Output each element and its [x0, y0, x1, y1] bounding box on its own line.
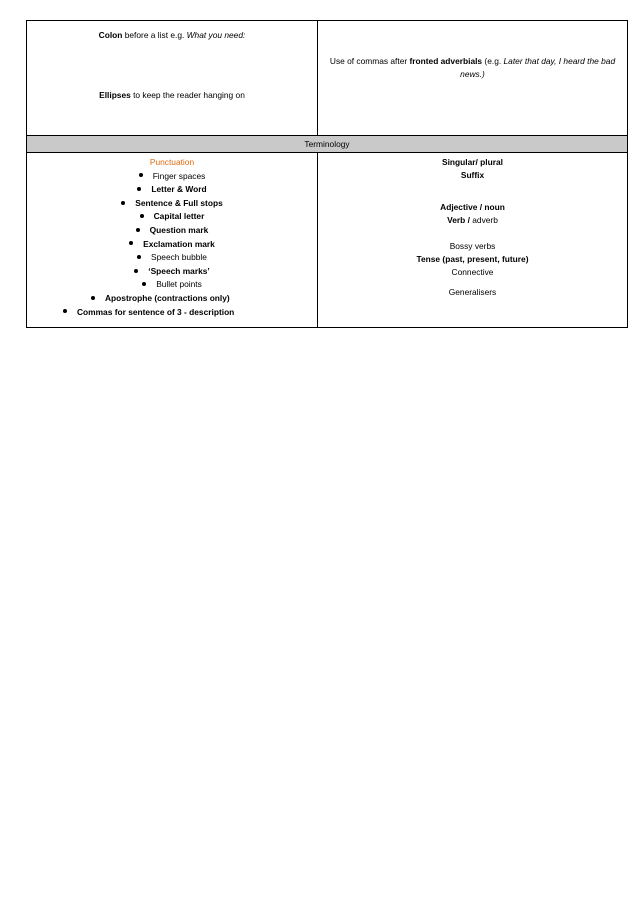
bullet-icon — [129, 241, 133, 245]
list-item-text: Exclamation mark — [143, 238, 215, 249]
bullet-icon — [140, 214, 144, 218]
cell-fronted-adverbials — [318, 21, 628, 136]
cell-colon-ellipses — [27, 21, 318, 136]
row-terminology — [27, 153, 628, 328]
ellipses-term: Ellipses — [99, 90, 131, 100]
list-item — [27, 224, 317, 238]
bullet-icon — [137, 187, 141, 191]
ellipses-line — [27, 90, 317, 100]
row-terminology-heading — [27, 136, 628, 153]
list-item-text: Commas for sentence of 3 - description — [77, 306, 235, 317]
commas-example: Later that day, I heard the bad news.) — [460, 56, 616, 79]
ellipses-desc: to keep the reader hanging on — [130, 90, 245, 100]
fronted-adverbials-term: fronted adverbials — [409, 56, 483, 66]
list-item — [27, 197, 317, 211]
cell-punctuation — [27, 153, 318, 328]
generalisers-term: Generalisers — [448, 287, 497, 298]
bullet-icon — [91, 296, 95, 300]
suffix-term: Suffix — [460, 169, 485, 180]
bullet-icon — [121, 201, 125, 205]
bullet-icon — [137, 255, 141, 259]
list-item-text: Capital letter — [153, 211, 205, 222]
colon-desc: before a list e.g. — [122, 30, 187, 40]
adjective-noun-term: Adjective / noun — [440, 202, 505, 213]
list-item — [27, 292, 317, 306]
list-item-text: Apostrophe (contractions only) — [105, 292, 230, 303]
bullet-icon — [63, 309, 67, 313]
bullet-icon — [134, 269, 138, 273]
list-item — [27, 183, 317, 197]
list-item-text: Question mark — [149, 224, 209, 235]
list-item — [27, 170, 317, 184]
verb-term: Verb / — [447, 214, 470, 225]
commas-eg: (e.g. — [482, 56, 504, 66]
list-item — [27, 210, 317, 224]
tense-term: Tense (past, present, future) — [416, 253, 529, 264]
punctuation-title: Punctuation — [149, 157, 195, 167]
adverb-term: adverb — [469, 214, 498, 225]
punctuation-list — [27, 170, 317, 320]
colon-term: Colon — [98, 30, 123, 40]
grammar-table — [26, 20, 628, 328]
bullet-icon — [139, 173, 143, 177]
list-item — [27, 306, 317, 320]
connective-term: Connective — [451, 266, 494, 277]
singular-plural-term: Singular/ plural — [442, 157, 503, 167]
list-item-text: Speech bubble — [151, 252, 207, 263]
list-item-text: Bullet points — [156, 279, 202, 290]
cell-terms — [318, 153, 628, 328]
list-item-text: Letter & Word — [151, 184, 207, 195]
list-item — [27, 265, 317, 279]
terminology-heading: Terminology — [27, 136, 628, 153]
bossy-verbs-term: Bossy verbs — [449, 241, 496, 252]
commas-desc: Use of commas after — [329, 56, 410, 66]
list-item — [27, 251, 317, 265]
colon-line — [27, 30, 317, 40]
list-item — [27, 278, 317, 292]
list-item — [27, 238, 317, 252]
colon-example: What you need: — [186, 30, 246, 40]
bullet-icon — [142, 282, 146, 286]
bullet-icon — [136, 228, 140, 232]
list-item-text: Sentence & Full stops — [135, 197, 223, 208]
list-item-text: ‘Speech marks’ — [148, 265, 210, 276]
row-colon-commas — [27, 21, 628, 136]
list-item-text: Finger spaces — [152, 170, 206, 181]
